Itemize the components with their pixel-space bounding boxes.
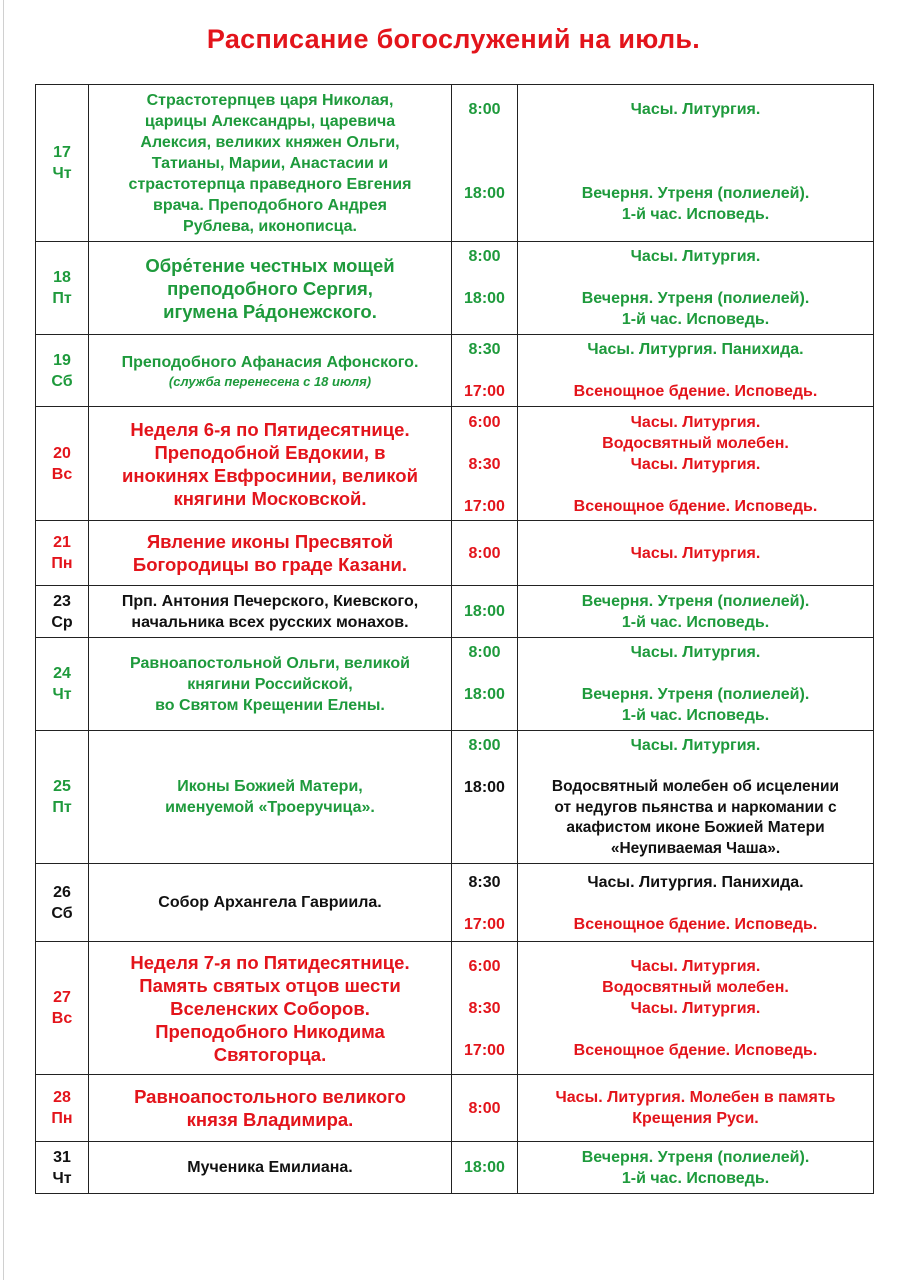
- service-line: 1-й час. Исповедь.: [621, 707, 770, 724]
- schedule-table: [35, 84, 874, 1194]
- service-time: 6:00: [468, 414, 501, 431]
- time-cell: [452, 407, 518, 521]
- time-cell: [452, 942, 518, 1075]
- day-cell: [36, 407, 89, 521]
- commemoration-line: Вселенских Соборов.: [170, 997, 370, 1019]
- service-line: Часы. Литургия.: [630, 644, 761, 661]
- service-cell: [518, 335, 874, 407]
- commemoration-cell: [89, 85, 452, 242]
- weekday: Пн: [51, 555, 73, 572]
- service-time: 18:00: [464, 290, 505, 307]
- commemoration-line: Мученика Емилиана.: [187, 1159, 353, 1176]
- commemoration-line: Память святых отцов шести: [139, 974, 401, 996]
- commemoration-cell: [89, 638, 452, 731]
- commemoration-cell: [89, 242, 452, 335]
- commemoration-cell: [89, 407, 452, 521]
- time-cell: [452, 731, 518, 864]
- service-time: 17:00: [464, 1042, 505, 1059]
- commemoration-line: Татианы, Марии, Анастасии и: [151, 154, 389, 172]
- service-line: Часы. Литургия.: [630, 737, 761, 754]
- commemoration-line: Прп. Антония Печерского, Киевского,: [121, 592, 419, 610]
- service-line: Часы. Литургия.: [630, 248, 761, 265]
- service-time: 8:00: [468, 737, 501, 754]
- weekday: Пт: [52, 290, 72, 307]
- commemoration-cell: [89, 864, 452, 942]
- commemoration-line: преподобного Сергия,: [167, 277, 373, 299]
- date: 20: [53, 444, 71, 462]
- table-row: [36, 638, 874, 731]
- service-line: Вечерня. Утреня (полиелей).: [581, 185, 810, 202]
- day-cell: [36, 1075, 89, 1142]
- service-line: Всенощное бдение. Исповедь.: [573, 383, 818, 400]
- service-line: Вечерня. Утреня (полиелей).: [581, 290, 810, 307]
- page-edge-line: [3, 0, 4, 1280]
- day-cell: [36, 85, 89, 242]
- commemoration-line: Равноапостольной Ольги, великой: [130, 654, 410, 672]
- service-line: Часы. Литургия.: [630, 1000, 761, 1017]
- service-line: Часы. Литургия. Молебен в память: [555, 1089, 836, 1106]
- date: 26: [53, 883, 71, 901]
- commemoration-line: Неделя 6-я по Пятидесятнице.: [130, 418, 410, 440]
- time-cell: [452, 521, 518, 586]
- service-line: Водосвятный молебен об исцелении: [551, 778, 840, 795]
- commemoration-cell: [89, 586, 452, 638]
- commemoration-line: Равноапостольного великого: [134, 1086, 406, 1107]
- service-time: 18:00: [464, 185, 505, 202]
- table-row: [36, 335, 874, 407]
- service-cell: [518, 1142, 874, 1194]
- commemoration-line: царицы Александры, царевича: [144, 112, 396, 130]
- commemoration-line: князя Владимира.: [186, 1109, 354, 1130]
- table-row: [36, 407, 874, 521]
- service-time: 8:00: [468, 101, 501, 118]
- service-line: Часы. Литургия.: [630, 101, 761, 118]
- date: 18: [53, 269, 71, 286]
- date: 17: [53, 144, 71, 161]
- date: 28: [53, 1089, 71, 1106]
- service-line: Всенощное бдение. Исповедь.: [573, 916, 818, 933]
- weekday: Пт: [52, 799, 72, 816]
- table-row: [36, 864, 874, 942]
- commemoration-line: Собор Архангела Гавриила.: [158, 894, 382, 911]
- commemoration-cell: [89, 521, 452, 586]
- commemoration-line: именуемой «Троеручица».: [165, 799, 375, 816]
- service-time: 17:00: [464, 383, 505, 400]
- day-cell: [36, 1142, 89, 1194]
- service-time: 8:00: [468, 544, 501, 562]
- date: 19: [53, 351, 71, 369]
- commemoration-line: Алексия, великих княжен Ольги,: [140, 133, 400, 151]
- commemoration-cell: [89, 731, 452, 864]
- commemoration-line: во Святом Крещении Елены.: [155, 696, 385, 714]
- commemoration-line: Страстотерпцев царя Николая,: [146, 91, 394, 109]
- service-time: 18:00: [464, 603, 505, 620]
- time-cell: [452, 864, 518, 942]
- commemoration-line: княгини Московской.: [173, 487, 367, 509]
- service-line: Водосвятный молебен.: [602, 979, 789, 996]
- service-time: 6:00: [468, 958, 501, 975]
- service-line: Вечерня. Утреня (полиелей).: [581, 592, 810, 610]
- weekday: Вс: [51, 465, 73, 483]
- service-line: «Неупиваемая Чаша».: [610, 839, 781, 857]
- service-time: 8:30: [468, 1000, 501, 1017]
- weekday: Чт: [52, 165, 72, 182]
- weekday: Чт: [52, 686, 72, 703]
- service-line: от недугов пьянства и наркомании с: [554, 798, 837, 816]
- service-line: 1-й час. Исповедь.: [621, 613, 770, 631]
- service-cell: [518, 85, 874, 242]
- date: 21: [53, 534, 71, 551]
- commemoration-line: Преподобного Афанасия Афонского.: [121, 353, 419, 371]
- service-line: Крещения Руси.: [632, 1110, 759, 1127]
- service-time: 8:00: [468, 644, 501, 661]
- commemoration-line: Иконы Божией Матери,: [177, 778, 363, 795]
- table-row: [36, 1075, 874, 1142]
- service-time: 18:00: [464, 686, 505, 703]
- time-cell: [452, 638, 518, 731]
- service-time: 8:30: [468, 341, 501, 358]
- service-cell: [518, 942, 874, 1075]
- day-cell: [36, 586, 89, 638]
- service-cell: [518, 731, 874, 864]
- day-cell: [36, 638, 89, 731]
- commemoration-line: страстотерпца праведного Евгения: [128, 175, 412, 193]
- date: 23: [53, 592, 71, 610]
- day-cell: [36, 521, 89, 586]
- commemoration-line: начальника всех русских монахов.: [131, 613, 409, 631]
- commemoration-line: игумена Ра́донежского.: [163, 300, 377, 322]
- commemoration-line: Явление иконы Пресвятой: [146, 531, 394, 552]
- time-cell: [452, 1142, 518, 1194]
- commemoration-line: княгини Российской,: [187, 675, 353, 693]
- commemoration-line: Богородицы во граде Казани.: [132, 554, 408, 575]
- service-line: Часы. Литургия.: [630, 414, 761, 431]
- date: 25: [53, 778, 71, 795]
- service-cell: [518, 1075, 874, 1142]
- weekday: Пн: [51, 1110, 73, 1127]
- service-time: 8:00: [468, 248, 501, 265]
- service-cell: [518, 242, 874, 335]
- service-time: 8:30: [468, 456, 501, 473]
- service-line: Часы. Литургия. Панихида.: [587, 874, 804, 891]
- service-cell: [518, 864, 874, 942]
- weekday: Вс: [51, 1010, 73, 1027]
- service-line: Часы. Литургия. Панихида.: [587, 341, 804, 358]
- service-line: Всенощное бдение. Исповедь.: [573, 498, 818, 515]
- weekday: Ср: [51, 613, 73, 631]
- service-line: Водосвятный молебен.: [602, 435, 789, 452]
- commemoration-line: врача. Преподобного Андрея: [153, 196, 387, 214]
- service-line: 1-й час. Исповедь.: [621, 311, 770, 328]
- weekday: Чт: [52, 1169, 72, 1187]
- commemoration-line: Неделя 7-я по Пятидесятнице.: [130, 951, 410, 973]
- service-note: (служба перенесена с 18 июля): [168, 373, 372, 389]
- table-row: [36, 942, 874, 1075]
- commemoration-cell: [89, 1075, 452, 1142]
- weekday: Сб: [51, 372, 73, 390]
- service-time: 18:00: [464, 1159, 505, 1176]
- table-row: [36, 521, 874, 586]
- service-line: Всенощное бдение. Исповедь.: [573, 1042, 818, 1059]
- service-cell: [518, 586, 874, 638]
- date: 31: [53, 1148, 71, 1166]
- day-cell: [36, 335, 89, 407]
- time-cell: [452, 242, 518, 335]
- commemoration-line: Рублева, иконописца.: [183, 217, 357, 235]
- commemoration-cell: [89, 335, 452, 407]
- service-cell: [518, 407, 874, 521]
- table-row: [36, 586, 874, 638]
- commemoration-line: Преподобного Никодима: [155, 1020, 385, 1042]
- date: 24: [53, 665, 71, 682]
- date: 27: [53, 989, 71, 1006]
- weekday: Сб: [51, 904, 73, 922]
- service-time: 8:00: [468, 1099, 501, 1117]
- commemoration-line: инокинях Евфросинии, великой: [122, 464, 418, 486]
- service-time: 18:00: [464, 779, 505, 796]
- service-line: Вечерня. Утреня (полиелей).: [581, 686, 810, 703]
- service-line: Вечерня. Утреня (полиелей).: [581, 1148, 810, 1166]
- time-cell: [452, 586, 518, 638]
- time-cell: [452, 1075, 518, 1142]
- commemoration-cell: [89, 1142, 452, 1194]
- commemoration-line: Святогорца.: [213, 1043, 327, 1065]
- service-line: 1-й час. Исповедь.: [621, 1169, 770, 1187]
- table-row: [36, 85, 874, 242]
- day-cell: [36, 731, 89, 864]
- service-cell: [518, 638, 874, 731]
- table-row: [36, 731, 874, 864]
- table-row: [36, 1142, 874, 1194]
- service-time: 8:30: [468, 874, 501, 891]
- commemoration-cell: [89, 942, 452, 1075]
- service-time: 17:00: [464, 498, 505, 515]
- service-line: Часы. Литургия.: [630, 958, 761, 975]
- service-line: Часы. Литургия.: [630, 456, 761, 473]
- service-cell: [518, 521, 874, 586]
- service-line: Часы. Литургия.: [630, 544, 761, 562]
- day-cell: [36, 864, 89, 942]
- commemoration-line: Обре́тение честных мощей: [145, 254, 395, 276]
- service-time: 17:00: [464, 916, 505, 933]
- service-line: акафистом иконе Божией Матери: [566, 819, 825, 836]
- time-cell: [452, 335, 518, 407]
- day-cell: [36, 942, 89, 1075]
- time-cell: [452, 85, 518, 242]
- day-cell: [36, 242, 89, 335]
- service-line: 1-й час. Исповедь.: [621, 206, 770, 223]
- table-row: [36, 242, 874, 335]
- page-title: Расписание богослужений на июль.: [206, 24, 701, 54]
- commemoration-line: Преподобной Евдокии, в: [154, 441, 386, 463]
